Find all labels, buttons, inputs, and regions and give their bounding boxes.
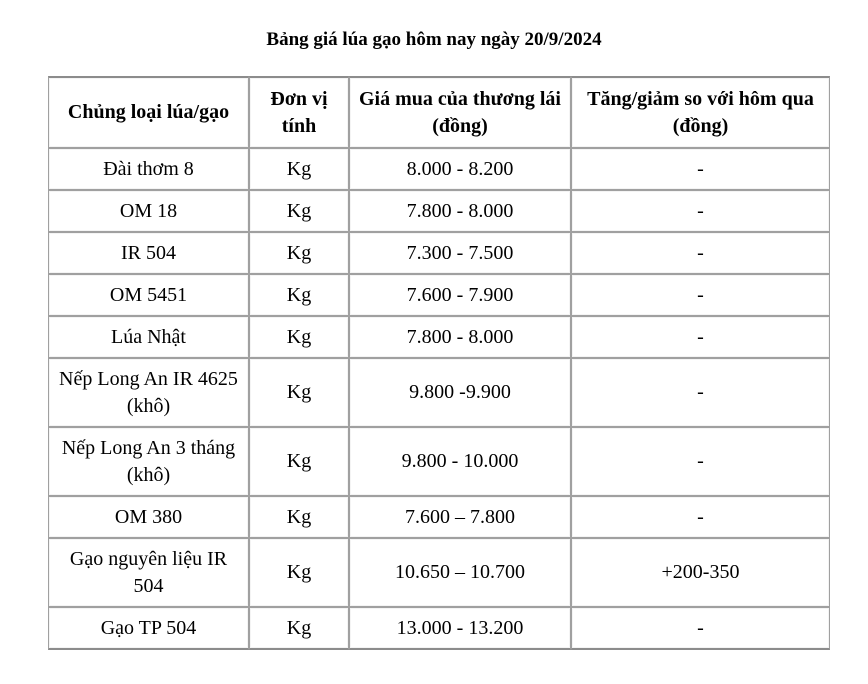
cell-unit: Kg <box>249 496 349 538</box>
cell-variety: IR 504 <box>48 232 249 274</box>
cell-buy-price: 9.800 - 10.000 <box>349 427 571 496</box>
table-row <box>48 538 830 607</box>
cell-change: - <box>571 427 830 496</box>
cell-variety: Gạo TP 504 <box>48 607 249 650</box>
header-variety: Chủng loại lúa/gạo <box>48 76 249 148</box>
cell-buy-price: 7.600 – 7.800 <box>349 496 571 538</box>
cell-buy-price: 7.600 - 7.900 <box>349 274 571 316</box>
cell-variety: OM 380 <box>48 496 249 538</box>
cell-buy-price: 9.800 -9.900 <box>349 358 571 427</box>
cell-change: - <box>571 190 830 232</box>
cell-unit: Kg <box>249 358 349 427</box>
cell-unit: Kg <box>249 148 349 190</box>
cell-unit: Kg <box>249 538 349 607</box>
table-row <box>48 274 830 316</box>
rice-price-table <box>48 76 830 650</box>
cell-change: - <box>571 232 830 274</box>
cell-change: - <box>571 148 830 190</box>
cell-buy-price: 10.650 – 10.700 <box>349 538 571 607</box>
cell-change: - <box>571 358 830 427</box>
page-title: Bảng giá lúa gạo hôm nay ngày 20/9/2024 <box>266 29 602 50</box>
cell-variety: OM 5451 <box>48 274 249 316</box>
cell-change: +200-350 <box>571 538 830 607</box>
table-row <box>48 148 830 190</box>
cell-change: - <box>571 607 830 650</box>
cell-change: - <box>571 496 830 538</box>
cell-unit: Kg <box>249 274 349 316</box>
cell-buy-price: 7.800 - 8.000 <box>349 316 571 358</box>
table-row <box>48 496 830 538</box>
table-row <box>48 358 830 427</box>
cell-buy-price: 7.300 - 7.500 <box>349 232 571 274</box>
cell-variety: Nếp Long An IR 4625 (khô) <box>48 358 249 427</box>
cell-change: - <box>571 316 830 358</box>
header-buy-price: Giá mua của thương lái (đồng) <box>349 76 571 148</box>
table-row <box>48 427 830 496</box>
table-row <box>48 232 830 274</box>
table-row <box>48 316 830 358</box>
table-row <box>48 607 830 650</box>
cell-buy-price: 7.800 - 8.000 <box>349 190 571 232</box>
table-row <box>48 190 830 232</box>
cell-variety: Lúa Nhật <box>48 316 249 358</box>
cell-change: - <box>571 274 830 316</box>
cell-variety: Nếp Long An 3 tháng (khô) <box>48 427 249 496</box>
header-change: Tăng/giảm so với hôm qua (đồng) <box>571 76 830 148</box>
header-unit: Đơn vị tính <box>249 76 349 148</box>
cell-unit: Kg <box>249 427 349 496</box>
cell-unit: Kg <box>249 190 349 232</box>
cell-unit: Kg <box>249 316 349 358</box>
cell-variety: Gạo nguyên liệu IR 504 <box>48 538 249 607</box>
table-header-row <box>48 76 830 148</box>
cell-unit: Kg <box>249 232 349 274</box>
cell-variety: OM 18 <box>48 190 249 232</box>
cell-variety: Đài thơm 8 <box>48 148 249 190</box>
cell-unit: Kg <box>249 607 349 650</box>
cell-buy-price: 8.000 - 8.200 <box>349 148 571 190</box>
cell-buy-price: 13.000 - 13.200 <box>349 607 571 650</box>
